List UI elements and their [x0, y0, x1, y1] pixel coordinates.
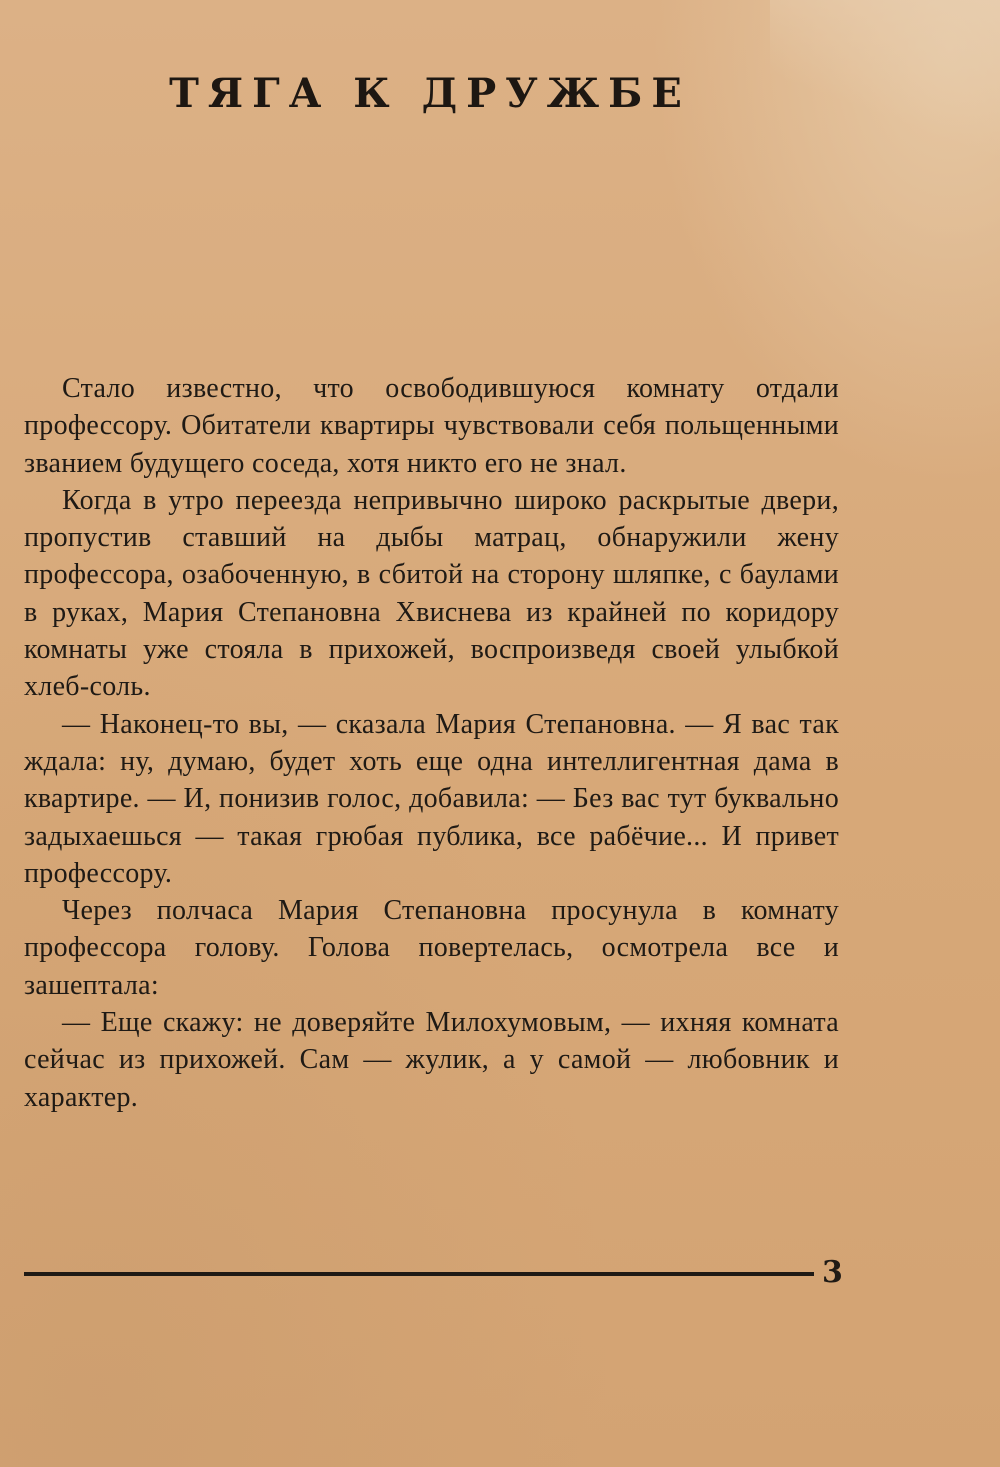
page-number: 3 — [822, 1255, 843, 1290]
paragraph: Стало известно, что освободившуюся комнату отдали профессору. Обитатели квартиры чувствовали себя польщенными званием будущего соседа, хотя никто его не знал. — [24, 373, 839, 479]
chapter-title: ТЯГА К ДРУЖБЕ — [169, 70, 691, 117]
paragraph: Через полчаса Мария Степановна просунула в комнату профессора голову. Голова повертелась, осмотрела все и зашептала: — [24, 895, 839, 1001]
paragraph: — Еще скажу: не доверяйте Милохумовым, — ихняя комната сейчас из прихожей. Сам — жулик, а у самой — любовник и характер. — [24, 1007, 839, 1113]
body-text — [24, 370, 839, 1116]
paragraph: Когда в утро переезда непривычно широко раскрытые двери, пропустив ставший на дыбы матрац, обнаружили жену профессора, озабоченную, в сбитой на сторону шляпке, с баулами в руках, Мария Степановна Хвиснева из крайней по коридору комнаты уже стояла в прихожей, воспроизведя своей улыбкой хлеб-соль. — [24, 484, 839, 703]
footer-rule — [24, 1272, 814, 1276]
paragraph: — Наконец-то вы, — сказала Мария Степановна. — Я вас так ждала: ну, думаю, будет хоть еще одна интеллигентная дама в квартире. — И, понизив голос, добавила: — Без вас тут буквально задыхаешься — такая грюбая публика, все рабёчие... И привет профессору. — [24, 708, 839, 889]
